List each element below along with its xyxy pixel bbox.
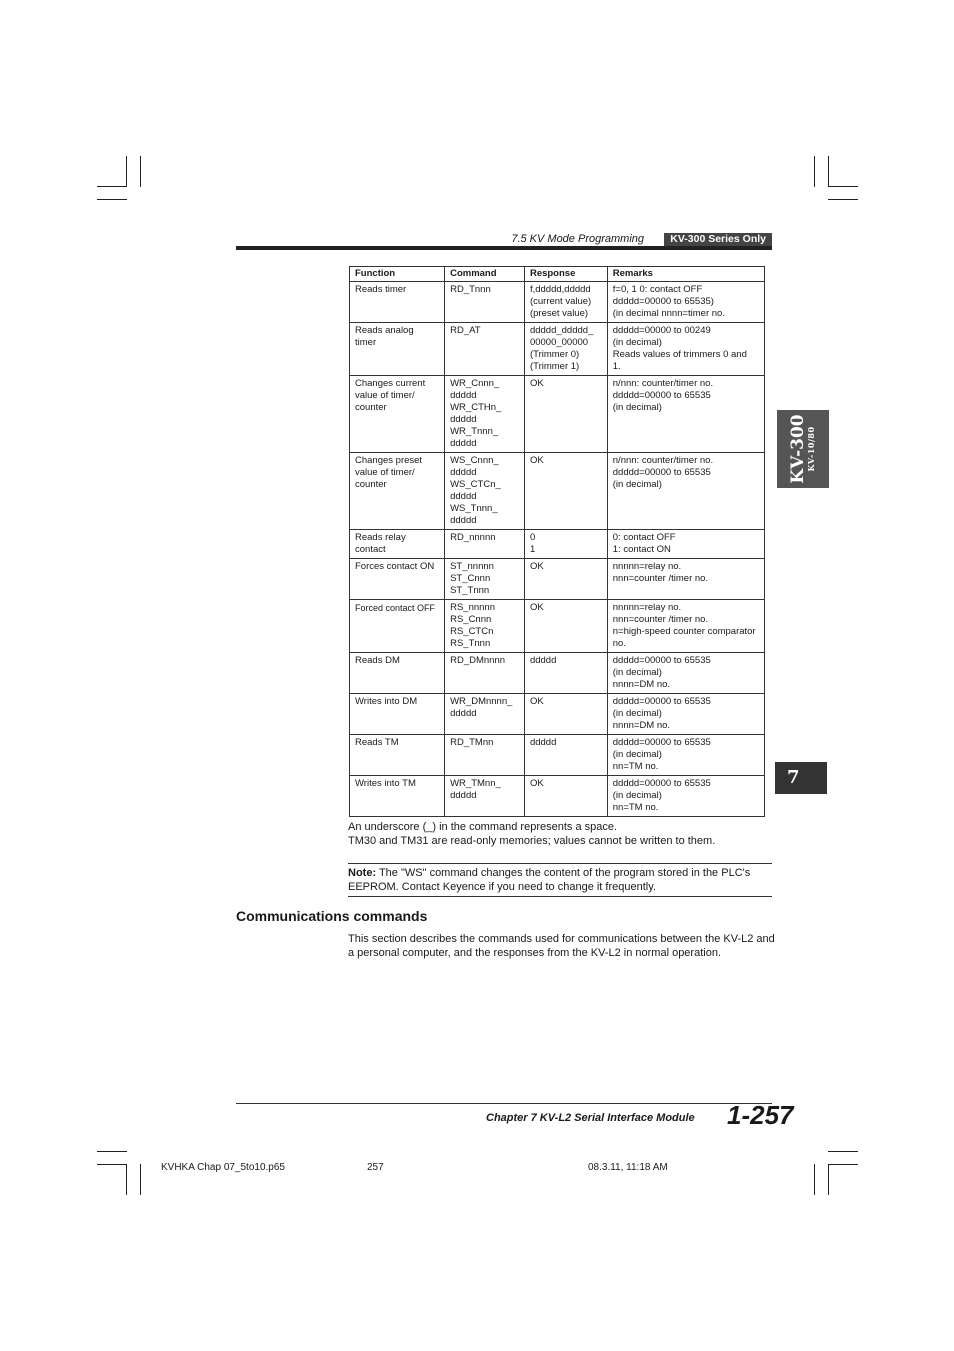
command-cell: ST_nnnnn ST_Cnnn ST_Tnnn: [445, 559, 525, 600]
function-cell: Reads DM: [350, 653, 445, 694]
note-text: The "WS" command changes the content of the program stored in the PLC's EEPROM. Contact Keyence if you need to change it frequently.: [348, 867, 751, 893]
section-heading: Communications commands: [236, 908, 428, 924]
crop-mark: [126, 1164, 127, 1195]
response-cell: 0 1: [524, 530, 607, 559]
remarks-cell: f=0, 1 0: contact OFF ddddd=00000 to 65535) (in decimal nnnn=timer no.: [607, 282, 764, 323]
table-footnotes: [348, 820, 778, 848]
remarks-cell: nnnnn=relay no. nnn=counter /timer no.: [607, 559, 764, 600]
table-row: [350, 559, 765, 600]
command-table: [349, 266, 765, 817]
response-cell: ddddd: [524, 653, 607, 694]
print-datetime: 08.3.11, 11:18 AM: [588, 1162, 668, 1173]
crop-mark: [126, 156, 127, 187]
page-number: 1-257: [727, 1100, 794, 1130]
product-side-tab: [777, 410, 829, 488]
crop-mark: [97, 1151, 127, 1152]
remarks-cell: ddddd=00000 to 65535 (in decimal) nnnn=DM no.: [607, 694, 764, 735]
command-cell: RD_nnnnn: [445, 530, 525, 559]
crop-mark: [140, 156, 141, 187]
table-row: [350, 376, 765, 453]
function-cell: Reads timer: [350, 282, 445, 323]
table-row: [350, 530, 765, 559]
crop-mark: [97, 1164, 127, 1165]
table-header-row: [350, 267, 765, 282]
crop-mark: [814, 1164, 815, 1195]
section-paragraph: This section describes the commands used for communications between the KV-L2 and a personal computer, and the responses from the KV-L2 in normal operation.: [348, 933, 775, 959]
table-row: [350, 323, 765, 376]
response-cell: f,ddddd,ddddd (current value) (preset value): [524, 282, 607, 323]
crop-mark: [828, 156, 829, 187]
command-cell: RD_DMnnnn: [445, 653, 525, 694]
product-subname: KV-10/80: [806, 426, 816, 472]
chapter-tab: 7: [775, 762, 827, 794]
command-cell: WR_Cnnn_ ddddd WR_CTHn_ ddddd WR_Tnnn_ ddddd: [445, 376, 525, 453]
function-cell: Writes into DM: [350, 694, 445, 735]
response-cell: ddddd_ddddd_ 00000_00000 (Trimmer 0) (Trimmer 1): [524, 323, 607, 376]
footer-rule: [236, 1103, 772, 1104]
remarks-cell: n/nnn: counter/timer no. ddddd=00000 to 65535 (in decimal): [607, 376, 764, 453]
table-row: [350, 600, 765, 653]
print-filename: KVHKA Chap 07_5to10.p65: [161, 1162, 285, 1173]
column-header: Response: [524, 267, 607, 282]
header-rule: [236, 246, 772, 250]
crop-mark: [828, 1151, 858, 1152]
function-cell: Reads relay contact: [350, 530, 445, 559]
header-section-title: 7.5 KV Mode Programming: [511, 233, 644, 245]
column-header: Remarks: [607, 267, 764, 282]
command-cell: WS_Cnnn_ ddddd WS_CTCn_ ddddd WS_Tnnn_ ddddd: [445, 453, 525, 530]
command-cell: RD_AT: [445, 323, 525, 376]
crop-mark: [140, 1164, 141, 1195]
response-cell: OK: [524, 559, 607, 600]
footnote-readonly: TM30 and TM31 are read-only memories; values cannot be written to them.: [348, 835, 716, 847]
remarks-cell: nnnnn=relay no. nnn=counter /timer no. n=high-speed counter comparator no.: [607, 600, 764, 653]
crop-mark: [828, 1164, 858, 1165]
crop-mark: [97, 186, 127, 187]
crop-mark: [97, 199, 127, 200]
crop-mark: [828, 199, 858, 200]
remarks-cell: ddddd=00000 to 65535 (in decimal) nn=TM no.: [607, 735, 764, 776]
footer-chapter-title: Chapter 7 KV-L2 Serial Interface Module: [486, 1112, 695, 1124]
response-cell: OK: [524, 600, 607, 653]
column-header: Function: [350, 267, 445, 282]
function-cell: Writes into TM: [350, 776, 445, 817]
footnote-underscore: An underscore (_) in the command represents a space.: [348, 821, 618, 833]
response-cell: ddddd: [524, 735, 607, 776]
note-label: Note:: [348, 867, 377, 879]
function-cell: Forced contact OFF: [350, 600, 445, 653]
function-cell: Changes preset value of timer/ counter: [350, 453, 445, 530]
response-cell: OK: [524, 376, 607, 453]
print-page: 257: [367, 1162, 384, 1173]
command-cell: RD_Tnnn: [445, 282, 525, 323]
function-cell: Reads analog timer: [350, 323, 445, 376]
remarks-cell: ddddd=00000 to 65535 (in decimal) nn=TM no.: [607, 776, 764, 817]
note-box: [348, 863, 772, 897]
product-name: KV-300: [788, 414, 808, 484]
command-cell: RS_nnnnn RS_Cnnn RS_CTCn RS_Tnnn: [445, 600, 525, 653]
response-cell: OK: [524, 453, 607, 530]
table-row: [350, 694, 765, 735]
table-row: [350, 735, 765, 776]
response-cell: OK: [524, 694, 607, 735]
command-cell: RD_TMnn: [445, 735, 525, 776]
remarks-cell: ddddd=00000 to 65535 (in decimal) nnnn=DM no.: [607, 653, 764, 694]
remarks-cell: n/nnn: counter/timer no. ddddd=00000 to 65535 (in decimal): [607, 453, 764, 530]
command-cell: WR_TMnn_ ddddd: [445, 776, 525, 817]
column-header: Command: [445, 267, 525, 282]
table-row: [350, 282, 765, 323]
function-cell: Reads TM: [350, 735, 445, 776]
remarks-cell: ddddd=00000 to 00249 (in decimal) Reads values of trimmers 0 and 1.: [607, 323, 764, 376]
table-row: [350, 453, 765, 530]
remarks-cell: 0: contact OFF 1: contact ON: [607, 530, 764, 559]
table-row: [350, 653, 765, 694]
command-cell: WR_DMnnnn_ ddddd: [445, 694, 525, 735]
crop-mark: [828, 1164, 829, 1195]
table-row: [350, 776, 765, 817]
running-header: [490, 233, 772, 247]
product-side-tab-label: [790, 414, 816, 483]
crop-mark: [814, 156, 815, 187]
series-badge: KV-300 Series Only: [664, 233, 772, 246]
response-cell: OK: [524, 776, 607, 817]
function-cell: Changes current value of timer/ counter: [350, 376, 445, 453]
function-cell: Forces contact ON: [350, 559, 445, 600]
crop-mark: [828, 186, 858, 187]
